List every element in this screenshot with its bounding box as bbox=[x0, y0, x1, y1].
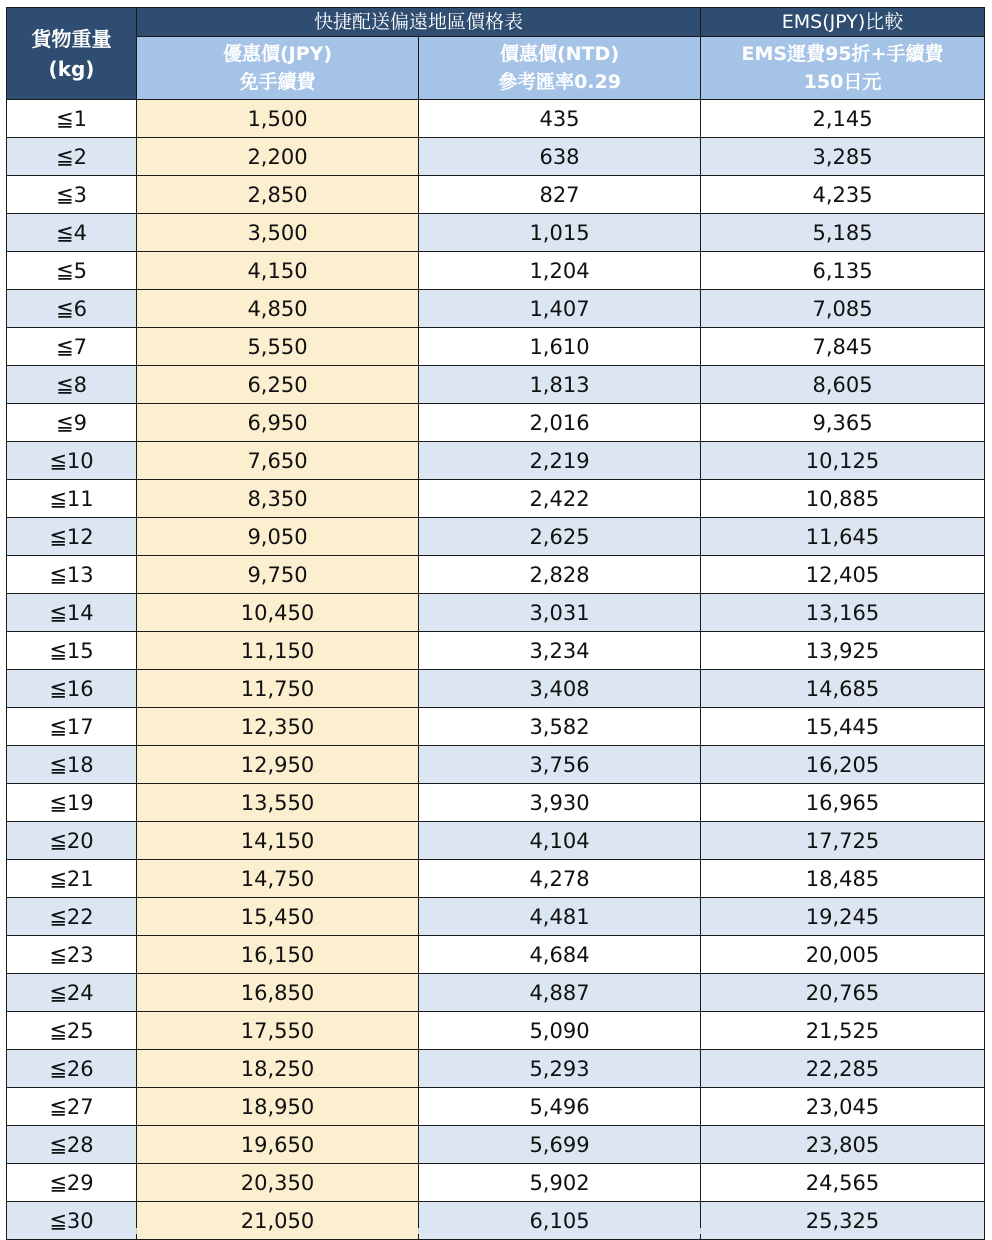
table-row bbox=[7, 176, 985, 214]
ems-price-cell: 23,045 bbox=[701, 1088, 985, 1126]
ems-price-cell: 4,235 bbox=[701, 176, 985, 214]
ntd-price-cell: 5,293 bbox=[419, 1050, 701, 1088]
table-row bbox=[7, 708, 985, 746]
ntd-header-line2: 參考匯率0.29 bbox=[498, 71, 621, 93]
ntd-price-cell: 435 bbox=[419, 100, 701, 138]
jpy-price-cell: 4,150 bbox=[137, 252, 419, 290]
ems-price-cell: 20,765 bbox=[701, 974, 985, 1012]
weight-cell: ≦29 bbox=[7, 1164, 137, 1202]
table-row bbox=[7, 632, 985, 670]
ntd-price-cell: 1,610 bbox=[419, 328, 701, 366]
table-row bbox=[7, 214, 985, 252]
jpy-price-cell: 16,150 bbox=[137, 936, 419, 974]
ems-price-cell: 10,125 bbox=[701, 442, 985, 480]
weight-cell: ≦5 bbox=[7, 252, 137, 290]
weight-cell: ≦2 bbox=[7, 138, 137, 176]
ntd-price-cell: 3,930 bbox=[419, 784, 701, 822]
weight-cell: ≦19 bbox=[7, 784, 137, 822]
table-row bbox=[7, 442, 985, 480]
ntd-price-cell: 4,481 bbox=[419, 898, 701, 936]
table-row bbox=[7, 366, 985, 404]
weight-cell: ≦8 bbox=[7, 366, 137, 404]
table-row bbox=[7, 670, 985, 708]
weight-cell: ≦21 bbox=[7, 860, 137, 898]
weight-cell: ≦4 bbox=[7, 214, 137, 252]
jpy-price-cell: 18,950 bbox=[137, 1088, 419, 1126]
ntd-price-cell: 2,625 bbox=[419, 518, 701, 556]
ems-price-cell: 13,925 bbox=[701, 632, 985, 670]
ems-price-cell: 22,285 bbox=[701, 1050, 985, 1088]
jpy-price-cell: 13,550 bbox=[137, 784, 419, 822]
ntd-price-cell: 2,219 bbox=[419, 442, 701, 480]
ems-column-header bbox=[701, 37, 985, 100]
weight-cell: ≦17 bbox=[7, 708, 137, 746]
ems-price-cell: 8,605 bbox=[701, 366, 985, 404]
sheet-gridline bbox=[136, 1228, 137, 1234]
ems-price-cell: 21,525 bbox=[701, 1012, 985, 1050]
table-row bbox=[7, 480, 985, 518]
ntd-price-cell: 4,684 bbox=[419, 936, 701, 974]
table-row bbox=[7, 898, 985, 936]
table-row bbox=[7, 746, 985, 784]
ems-price-cell: 9,365 bbox=[701, 404, 985, 442]
jpy-price-cell: 2,850 bbox=[137, 176, 419, 214]
weight-cell: ≦11 bbox=[7, 480, 137, 518]
table-row bbox=[7, 404, 985, 442]
jpy-price-cell: 8,350 bbox=[137, 480, 419, 518]
ntd-price-cell: 2,016 bbox=[419, 404, 701, 442]
jpy-price-cell: 1,500 bbox=[137, 100, 419, 138]
ems-header-line1: EMS運費95折+手續費 bbox=[741, 43, 944, 65]
ntd-price-cell: 827 bbox=[419, 176, 701, 214]
table-row bbox=[7, 594, 985, 632]
jpy-price-cell: 20,350 bbox=[137, 1164, 419, 1202]
ntd-price-cell: 1,813 bbox=[419, 366, 701, 404]
jpy-price-cell: 14,150 bbox=[137, 822, 419, 860]
jpy-price-cell: 18,250 bbox=[137, 1050, 419, 1088]
ems-price-cell: 3,285 bbox=[701, 138, 985, 176]
jpy-price-cell: 11,150 bbox=[137, 632, 419, 670]
table-row bbox=[7, 518, 985, 556]
ntd-price-cell: 5,496 bbox=[419, 1088, 701, 1126]
jpy-price-cell: 15,450 bbox=[137, 898, 419, 936]
weight-cell: ≦22 bbox=[7, 898, 137, 936]
jpy-price-cell: 6,950 bbox=[137, 404, 419, 442]
ntd-price-cell: 2,422 bbox=[419, 480, 701, 518]
weight-cell: ≦16 bbox=[7, 670, 137, 708]
ems-price-cell: 16,205 bbox=[701, 746, 985, 784]
ems-price-cell: 24,565 bbox=[701, 1164, 985, 1202]
weight-cell: ≦15 bbox=[7, 632, 137, 670]
ems-price-cell: 16,965 bbox=[701, 784, 985, 822]
sheet-gridline bbox=[418, 1228, 419, 1234]
ems-header-line2: 150日元 bbox=[803, 71, 882, 93]
jpy-column-header bbox=[137, 37, 419, 100]
weight-cell: ≦13 bbox=[7, 556, 137, 594]
jpy-header-line1: 優惠價(JPY) bbox=[222, 43, 333, 65]
ntd-price-cell: 1,204 bbox=[419, 252, 701, 290]
ntd-price-cell: 3,031 bbox=[419, 594, 701, 632]
table-row bbox=[7, 138, 985, 176]
ntd-price-cell: 1,015 bbox=[419, 214, 701, 252]
table-row bbox=[7, 822, 985, 860]
weight-header-line1: 貨物重量 bbox=[31, 26, 112, 51]
ems-price-cell: 11,645 bbox=[701, 518, 985, 556]
jpy-price-cell: 16,850 bbox=[137, 974, 419, 1012]
price-table bbox=[6, 7, 985, 1240]
group-title-header: 快捷配送偏遠地區價格表 bbox=[137, 8, 701, 37]
ntd-price-cell: 3,408 bbox=[419, 670, 701, 708]
table-row bbox=[7, 860, 985, 898]
ems-price-cell: 18,485 bbox=[701, 860, 985, 898]
table-row bbox=[7, 252, 985, 290]
table-row bbox=[7, 328, 985, 366]
ntd-price-cell: 4,887 bbox=[419, 974, 701, 1012]
weight-cell: ≦28 bbox=[7, 1126, 137, 1164]
weight-cell: ≦10 bbox=[7, 442, 137, 480]
jpy-price-cell: 17,550 bbox=[137, 1012, 419, 1050]
weight-header-line2: (kg) bbox=[48, 56, 95, 81]
ntd-price-cell: 5,902 bbox=[419, 1164, 701, 1202]
weight-cell: ≦7 bbox=[7, 328, 137, 366]
weight-cell: ≦9 bbox=[7, 404, 137, 442]
ems-price-cell: 23,805 bbox=[701, 1126, 985, 1164]
weight-cell: ≦25 bbox=[7, 1012, 137, 1050]
ntd-price-cell: 3,582 bbox=[419, 708, 701, 746]
weight-cell: ≦26 bbox=[7, 1050, 137, 1088]
table-row bbox=[7, 100, 985, 138]
weight-cell: ≦27 bbox=[7, 1088, 137, 1126]
ems-price-cell: 5,185 bbox=[701, 214, 985, 252]
weight-cell: ≦3 bbox=[7, 176, 137, 214]
jpy-price-cell: 6,250 bbox=[137, 366, 419, 404]
table-body bbox=[7, 100, 985, 1240]
jpy-price-cell: 14,750 bbox=[137, 860, 419, 898]
ntd-price-cell: 5,699 bbox=[419, 1126, 701, 1164]
jpy-price-cell: 11,750 bbox=[137, 670, 419, 708]
weight-cell: ≦23 bbox=[7, 936, 137, 974]
weight-cell: ≦24 bbox=[7, 974, 137, 1012]
header-row-top bbox=[7, 8, 985, 37]
jpy-header-line2: 免手續費 bbox=[239, 71, 316, 93]
jpy-price-cell: 10,450 bbox=[137, 594, 419, 632]
ntd-price-cell: 2,828 bbox=[419, 556, 701, 594]
ems-price-cell: 12,405 bbox=[701, 556, 985, 594]
jpy-price-cell: 5,550 bbox=[137, 328, 419, 366]
ems-price-cell: 15,445 bbox=[701, 708, 985, 746]
sheet-gridline bbox=[700, 1228, 701, 1234]
table-row bbox=[7, 290, 985, 328]
table-row bbox=[7, 1088, 985, 1126]
ntd-price-cell: 3,756 bbox=[419, 746, 701, 784]
table-row bbox=[7, 974, 985, 1012]
jpy-price-cell: 12,950 bbox=[137, 746, 419, 784]
ems-price-cell: 14,685 bbox=[701, 670, 985, 708]
ems-price-cell: 6,135 bbox=[701, 252, 985, 290]
jpy-price-cell: 19,650 bbox=[137, 1126, 419, 1164]
weight-cell: ≦18 bbox=[7, 746, 137, 784]
weight-cell: ≦30 bbox=[7, 1202, 137, 1240]
ntd-price-cell: 4,104 bbox=[419, 822, 701, 860]
ntd-price-cell: 5,090 bbox=[419, 1012, 701, 1050]
ems-title-header: EMS(JPY)比較 bbox=[701, 8, 985, 37]
jpy-price-cell: 7,650 bbox=[137, 442, 419, 480]
table-row bbox=[7, 936, 985, 974]
jpy-price-cell: 4,850 bbox=[137, 290, 419, 328]
weight-cell: ≦6 bbox=[7, 290, 137, 328]
ntd-price-cell: 3,234 bbox=[419, 632, 701, 670]
header-row-sub bbox=[7, 37, 985, 100]
weight-cell: ≦20 bbox=[7, 822, 137, 860]
ntd-column-header bbox=[419, 37, 701, 100]
jpy-price-cell: 9,050 bbox=[137, 518, 419, 556]
ntd-price-cell: 4,278 bbox=[419, 860, 701, 898]
ems-price-cell: 7,085 bbox=[701, 290, 985, 328]
ntd-price-cell: 638 bbox=[419, 138, 701, 176]
table-row bbox=[7, 1126, 985, 1164]
jpy-price-cell: 2,200 bbox=[137, 138, 419, 176]
jpy-price-cell: 9,750 bbox=[137, 556, 419, 594]
weight-cell: ≦12 bbox=[7, 518, 137, 556]
ems-price-cell: 2,145 bbox=[701, 100, 985, 138]
weight-cell: ≦14 bbox=[7, 594, 137, 632]
ems-price-cell: 7,845 bbox=[701, 328, 985, 366]
ems-price-cell: 10,885 bbox=[701, 480, 985, 518]
ems-price-cell: 20,005 bbox=[701, 936, 985, 974]
table-row bbox=[7, 784, 985, 822]
table-row bbox=[7, 1012, 985, 1050]
jpy-price-cell: 21,050 bbox=[137, 1202, 419, 1240]
ntd-header-line1: 價惠價(NTD) bbox=[500, 43, 620, 65]
weight-cell: ≦1 bbox=[7, 100, 137, 138]
ems-price-cell: 25,325 bbox=[701, 1202, 985, 1240]
ntd-price-cell: 6,105 bbox=[419, 1202, 701, 1240]
table-row bbox=[7, 556, 985, 594]
table-row bbox=[7, 1164, 985, 1202]
weight-header bbox=[7, 8, 137, 100]
ems-price-cell: 17,725 bbox=[701, 822, 985, 860]
jpy-price-cell: 3,500 bbox=[137, 214, 419, 252]
ntd-price-cell: 1,407 bbox=[419, 290, 701, 328]
jpy-price-cell: 12,350 bbox=[137, 708, 419, 746]
table-row bbox=[7, 1050, 985, 1088]
ems-price-cell: 19,245 bbox=[701, 898, 985, 936]
ems-price-cell: 13,165 bbox=[701, 594, 985, 632]
